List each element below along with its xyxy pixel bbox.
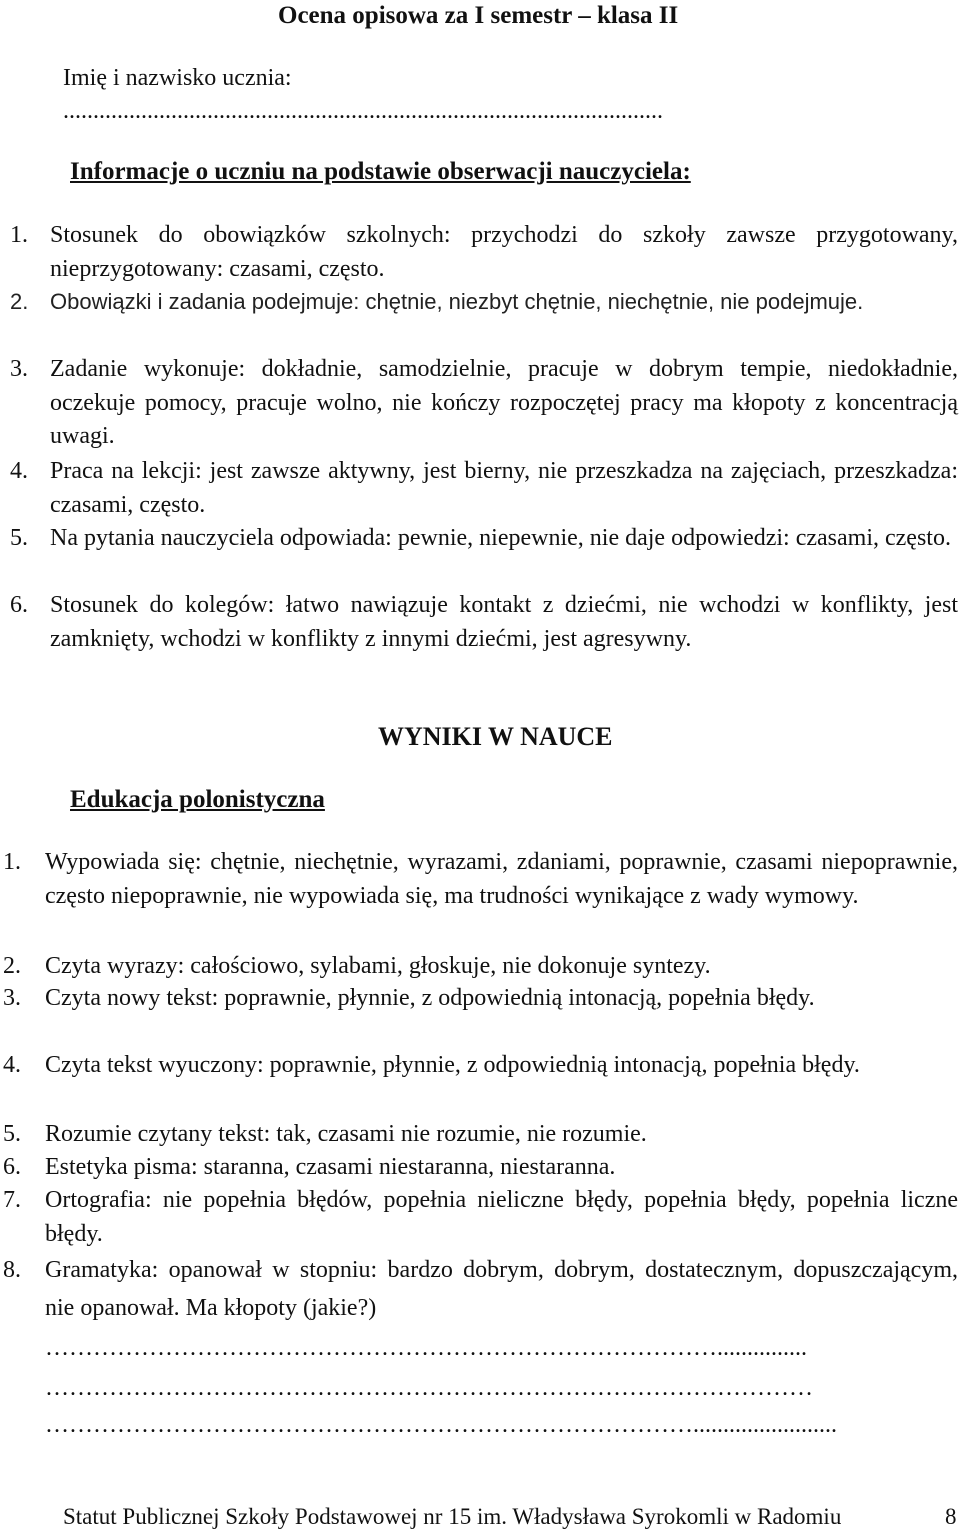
result-text: Czyta nowy tekst: poprawnie, płynnie, z odpowiednią intonacją, popełnia błędy. [45, 985, 815, 1011]
observation-item [10, 285, 958, 319]
observation-number: 5. [10, 525, 28, 551]
result-item [3, 981, 958, 1015]
observation-item [10, 353, 958, 454]
result-text: Czyta wyrazy: całościowo, sylabami, głoskuje, nie dokonuje syntezy. [45, 953, 711, 979]
result-item [3, 845, 958, 913]
result-text: Rozumie czytany tekst: tak, czasami nie rozumie, nie rozumie. [45, 1121, 647, 1147]
result-item [3, 1048, 958, 1082]
observation-text: Obowiązki i zadania podejmuje: chętnie, niezbyt chętnie, niechętnie, nie podejmuje. [50, 289, 864, 314]
observations-heading: Informacje o uczniu na podstawie obserwacji nauczyciela: [70, 158, 691, 185]
answer-line: …………………………………………………………………………………… [45, 1375, 813, 1401]
observation-text: Praca na lekcji: jest zawsze aktywny, jest bierny, nie przeszkadza na zajęciach, przeszkadza: czasami, często. [50, 458, 958, 518]
observation-text: Na pytania nauczyciela odpowiada: pewnie, niepewnie, nie daje odpowiedzi: czasami, często. [50, 525, 951, 551]
observation-number: 6. [10, 592, 28, 618]
observation-number: 2. [10, 289, 29, 314]
observation-number: 3. [10, 356, 28, 382]
result-text: Gramatyka: opanował w stopniu: bardzo dobrym, dobrym, dostatecznym, dopuszczającym, nie opanował. Ma kłopoty (jakie?) [45, 1257, 958, 1321]
observation-item [10, 589, 958, 656]
result-item [3, 1251, 958, 1327]
result-number: 7. [3, 1187, 21, 1213]
result-item [3, 1183, 958, 1251]
result-text: Czyta tekst wyuczony: poprawnie, płynnie, z odpowiednią intonacją, popełnia błędy. [45, 1052, 860, 1078]
document-title: Ocena opisowa za I semestr – klasa II [278, 2, 679, 29]
observation-text: Zadanie wykonuje: dokładnie, samodzielnie, pracuje w dobrym tempie, niedokładnie, oczekuje pomocy, pracuje wolno, nie kończy rozpoczętej pracy ma kłopoty z koncentracją uwagi. [50, 356, 958, 449]
result-item [3, 1150, 958, 1184]
result-number: 3. [3, 985, 21, 1011]
answer-line: ………………………………………………………………………........................ [45, 1412, 837, 1438]
footer-text: Statut Publicznej Szkoły Podstawowej nr 15 im. Władysława Syrokomli w Radomiu [63, 1504, 842, 1529]
observation-item [10, 522, 958, 556]
answer-line: …………………………………………………………………………............... [45, 1335, 807, 1361]
student-name-label: Imię i nazwisko ucznia: [63, 65, 292, 91]
result-text: Estetyka pisma: staranna, czasami niestaranna, niestaranna. [45, 1154, 616, 1180]
result-number: 2. [3, 953, 21, 979]
result-number: 5. [3, 1121, 21, 1147]
results-heading: WYNIKI W NAUCE [378, 722, 613, 751]
result-item [3, 949, 958, 983]
result-text: Ortografia: nie popełnia błędów, popełnia nieliczne błędy, popełnia błędy, popełnia liczne błędy. [45, 1187, 958, 1247]
result-number: 1. [3, 849, 21, 875]
observation-item [10, 219, 958, 286]
result-number: 4. [3, 1052, 21, 1078]
result-item [3, 1117, 958, 1151]
observation-text: Stosunek do obowiązków szkolnych: przychodzi do szkoły zawsze przygotowany, nieprzygotowany: czasami, często. [50, 222, 958, 282]
observation-number: 1. [10, 222, 28, 248]
result-number: 8. [3, 1257, 21, 1283]
result-text: Wypowiada się: chętnie, niechętnie, wyrazami, zdaniami, poprawnie, czasami niepoprawnie, często niepoprawnie, nie wypowiada się, ma trudności wynikające z wady wymowy. [45, 849, 958, 909]
observation-item [10, 455, 958, 522]
student-name-field: .................................................................................................... [63, 98, 663, 124]
subject-heading: Edukacja polonistyczna [70, 786, 325, 813]
observation-text: Stosunek do kolegów: łatwo nawiązuje kontakt z dziećmi, nie wchodzi w konflikty, jest zamknięty, wchodzi w konflikty z innymi dziećmi, jest agresywny. [50, 592, 958, 652]
page-number: 8 [945, 1504, 957, 1529]
result-number: 6. [3, 1154, 21, 1180]
observation-number: 4. [10, 458, 28, 484]
